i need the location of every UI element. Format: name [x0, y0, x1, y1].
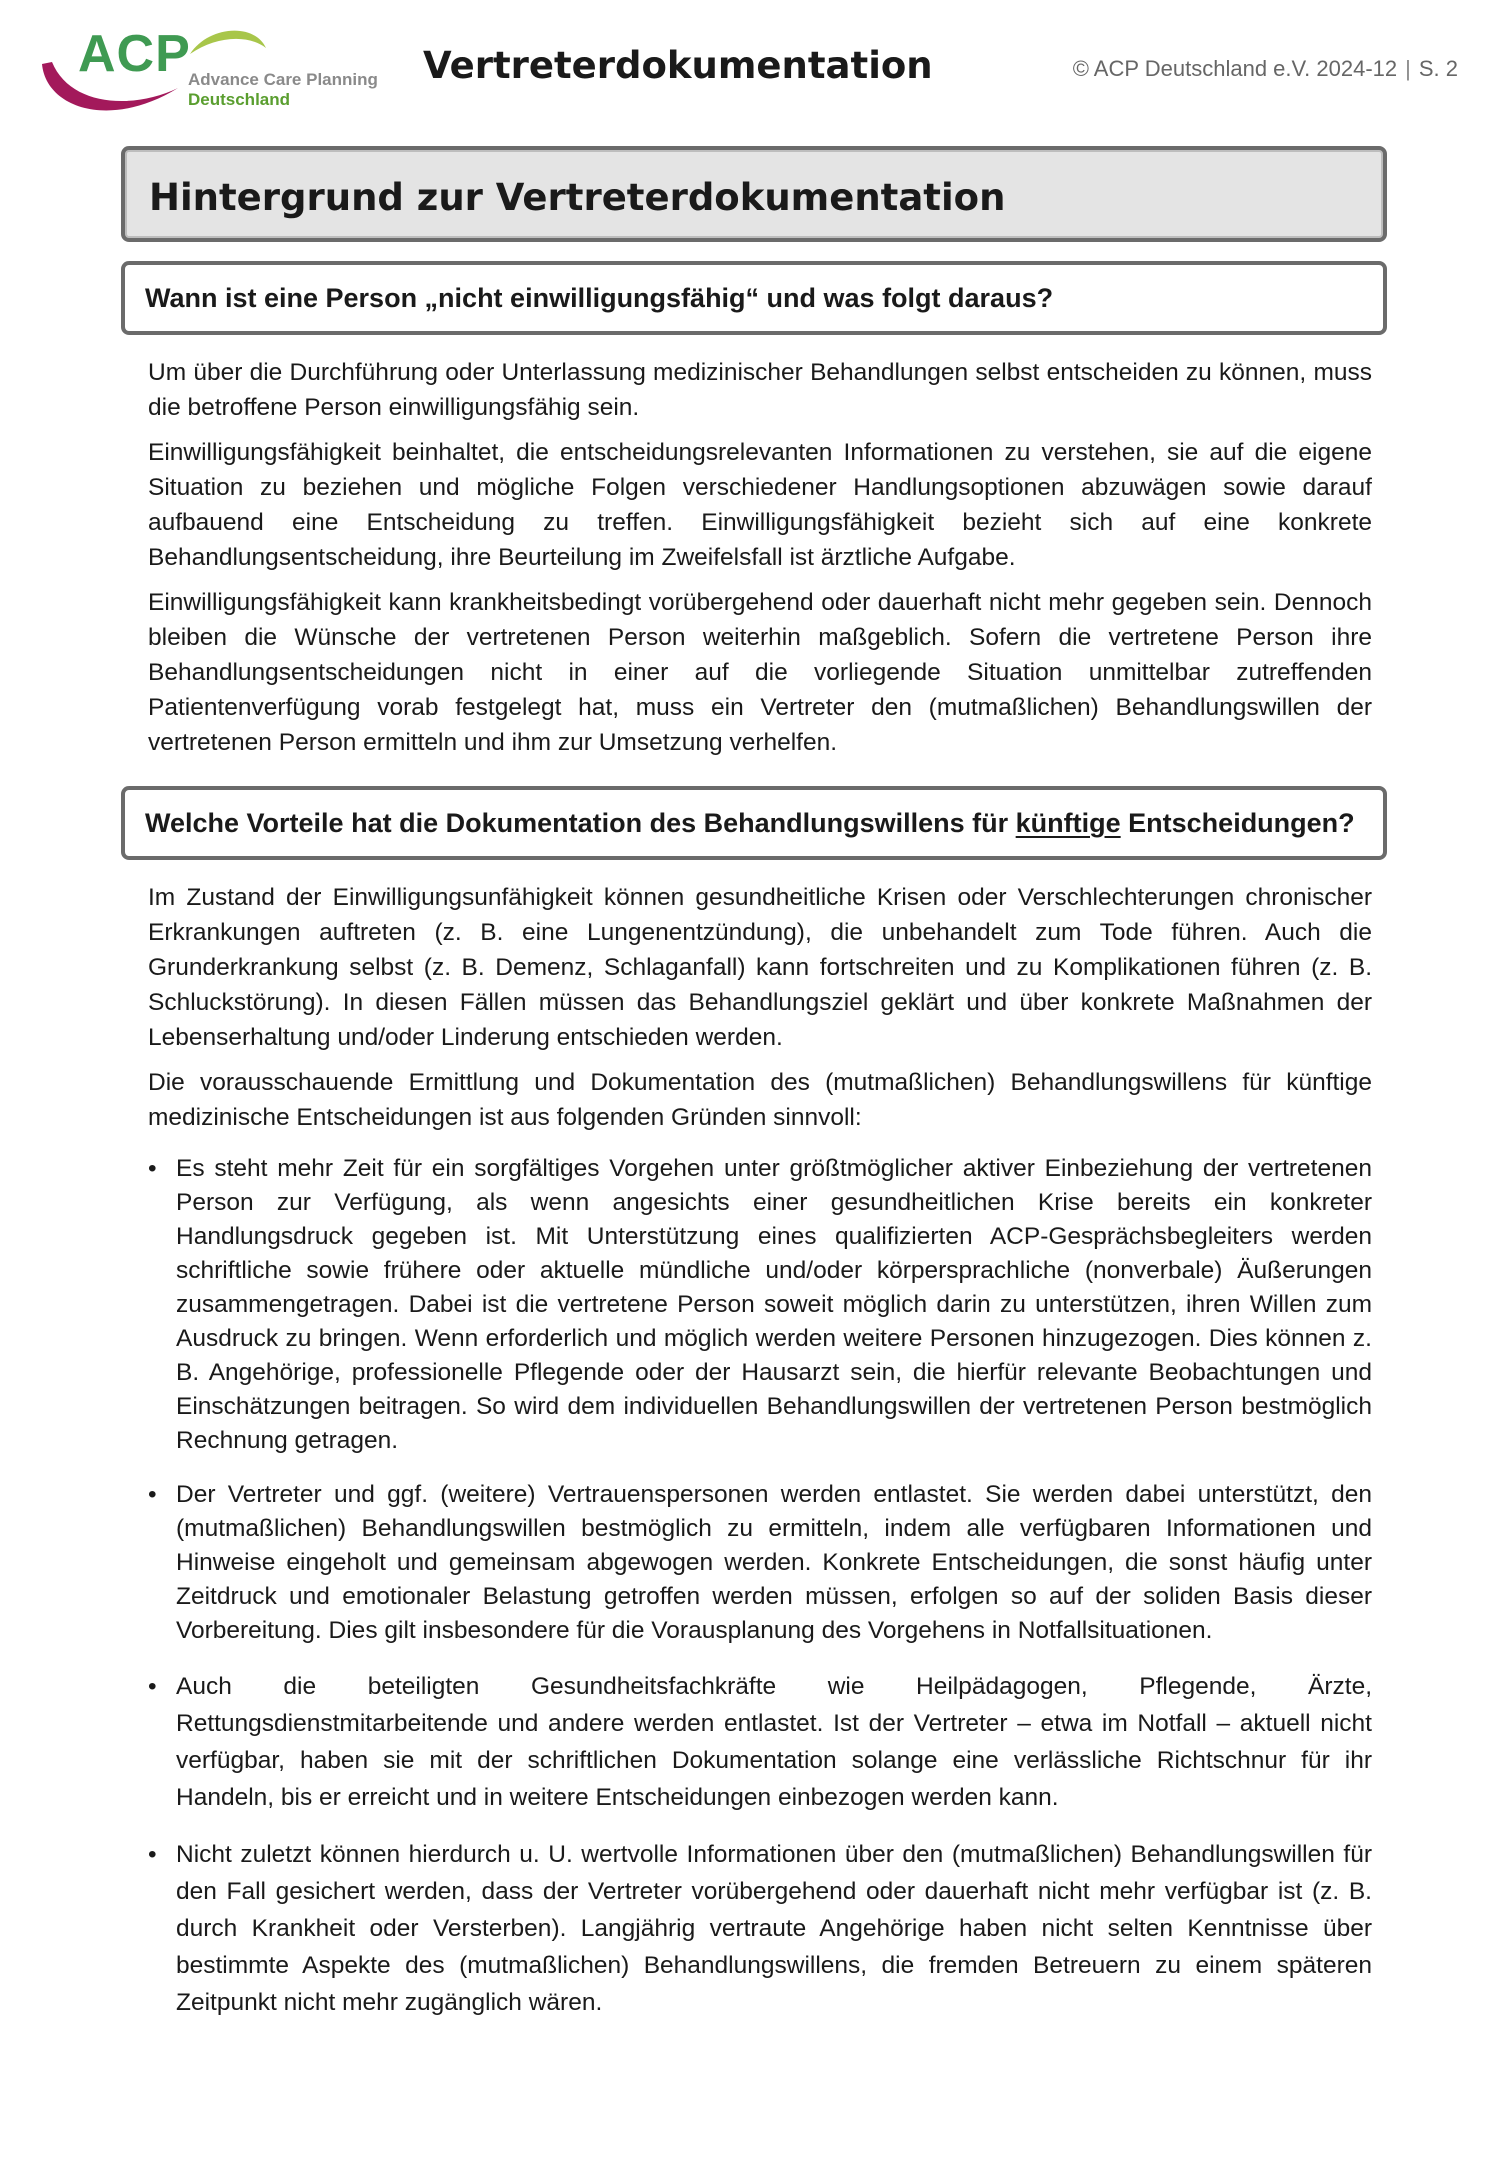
question-2-heading — [145, 808, 1355, 839]
list-item-text: Nicht zuletzt können hierdurch u. U. wertvolle Informationen über den (mutmaßlichen) Behandlungswillen für den Fall gesichert werden, dass der Vertreter vorübergehend oder dauerhaft nicht mehr verfügbar ist (z. B. durch Krankheit oder Versterben). Langjährig vertraute Angehörige haben nicht selten Kenntnisse über bestimmte Aspekte des (mutmaßlichen) Behandlungswillens, die fremden Betreuern zu einem späteren Zeitpunkt nicht mehr zugänglich wären. — [176, 1841, 1372, 2016]
list-item — [148, 1152, 1372, 1458]
section-title: Hintergrund zur Vertreterdokumentation — [149, 176, 1006, 219]
list-item — [148, 1836, 1372, 2021]
paragraph: Einwilligungsfähigkeit beinhaltet, die entscheidungsrelevanten Informationen zu verstehen, sie auf die eigene Situation zu beziehen und mögliche Folgen verschiedener Handlungsoptionen abzuwägen sowie darauf aufbauend eine Entscheidung zu treffen. Einwilligungsfähigkeit bezieht sich auf eine konkrete Behandlungsentscheidung, ihre Beurteilung im Zweifelsfall ist ärztliche Aufgabe. — [148, 439, 1372, 571]
heading-text: Welche Vorteile hat die Dokumentation des Behandlungswillens für — [145, 808, 1016, 838]
bullet-icon: • — [148, 1673, 157, 1700]
list-item-text: Der Vertreter und ggf. (weitere) Vertrauenspersonen werden entlastet. Sie werden dabei unterstützt, den (mutmaßlichen) Behandlungswillen bestmöglich zu ermitteln, indem alle verfügbaren Informationen und Hinweise eingeholt und gemeinsam abgewogen werden. Konkrete Entscheidungen, die sonst häufig unter Zeitdruck und emotionaler Belastung getroffen werden müssen, erfolgen so auf der soliden Basis dieser Vorbereitung. Dies gilt insbesondere für die Vorausplanung des Vorgehens in Notfallsituationen. — [176, 1481, 1372, 1644]
acp-logo — [40, 18, 380, 128]
list-item-text: Auch die beteiligten Gesundheitsfachkräfte wie Heilpädagogen, Pflegende, Ärzte, Rettungsdienstmitarbeitende und andere werden entlastet. Ist der Vertreter – etwa im Notfall – aktuell nicht verfügbar, haben sie mit der schriftlichen Dokumentation solange eine verlässliche Richtschnur für ihr Handeln, bis er erreicht und in weitere Entscheidungen einbezogen werden kann. — [176, 1673, 1372, 1811]
bullet-icon: • — [148, 1155, 157, 1182]
heading-underlined: künftige — [1015, 808, 1121, 838]
paragraph: Um über die Durchführung oder Unterlassung medizinischer Behandlungen selbst entscheiden zu können, muss die betroffene Person einwilligungsfähig sein. — [148, 359, 1372, 421]
heading-text: Entscheidungen? — [1120, 808, 1355, 838]
section-title-box — [121, 146, 1387, 242]
list-item — [148, 1478, 1372, 1648]
question-2-box — [121, 786, 1387, 860]
document-title: Vertreterdokumentation — [423, 44, 933, 87]
question-1-heading: Wann ist eine Person „nicht einwilligungsfähig“ und was folgt daraus? — [145, 283, 1054, 313]
page-header — [0, 0, 1500, 135]
question-1-body — [148, 355, 1372, 770]
logo-tagline: Advance Care Planning — [188, 70, 378, 89]
paragraph: Im Zustand der Einwilligungsunfähigkeit können gesundheitliche Krisen oder Verschlechterungen chronischer Erkrankungen auftreten (z. B. eine Lungenentzündung), die unbehandelt zum Tode führen. Auch die Grunderkrankung selbst (z. B. Demenz, Schlaganfall) kann fortschreiten und zu Komplikationen führen (z. B. Schluckstörung). In diesen Fällen müssen das Behandlungsziel geklärt und über konkrete Maßnahmen der Lebenserhaltung und/oder Linderung entschieden werden. — [148, 884, 1372, 1051]
page-number: S. 2 — [1418, 56, 1458, 81]
bullet-list — [148, 1152, 1372, 2041]
document-meta — [1073, 56, 1458, 82]
bullet-icon: • — [148, 1841, 157, 1868]
logo-acp-text: ACP — [78, 25, 191, 83]
paragraph: Einwilligungsfähigkeit kann krankheitsbedingt vorübergehend oder dauerhaft nicht mehr gegeben sein. Dennoch bleiben die Wünsche der vertretenen Person weiterhin maßgeblich. Sofern die vertretene Person ihre Behandlungsentscheidungen nicht in einer auf die vorliegende Situation unmittelbar zutreffenden Patientenverfügung vorab festgelegt hat, muss ein Vertreter den (mutmaßlichen) Behandlungswillen der vertretenen Person ermitteln und ihm zur Umsetzung verhelfen. — [148, 589, 1372, 756]
list-item-text: Es steht mehr Zeit für ein sorgfältiges Vorgehen unter größtmöglicher aktiver Einbeziehung der vertretenen Person zur Verfügung, als wenn angesichts einer gesundheitlichen Krise bereits ein konkreter Handlungsdruck gegeben ist. Mit Unterstützung eines qualifizierten ACP-Gesprächsbegleiters werden schriftliche sowie frühere oder aktuelle mündliche und/oder körpersprachliche (nonverbale) Äußerungen zusammengetragen. Dabei ist die vertretene Person soweit möglich darin zu unterstützen, ihren Willen zum Ausdruck zu bringen. Wenn erforderlich und möglich werden weitere Personen hinzugezogen. Dies können z. B. Angehörige, professionelle Pflegende oder der Hausarzt sein, die hierfür relevante Beobachtungen und Einschätzungen beitragen. So wird dem individuellen Behandlungswillen der vertretenen Person bestmöglich Rechnung getragen. — [176, 1155, 1372, 1454]
question-2-body — [148, 880, 1372, 1145]
meta-separator: | — [1405, 56, 1411, 81]
list-item — [148, 1668, 1372, 1816]
copyright-text: © ACP Deutschland e.V. 2024-12 — [1072, 56, 1398, 81]
paragraph: Die vorausschauende Ermittlung und Dokumentation des (mutmaßlichen) Behandlungswillens für künftige medizinische Entscheidungen ist aus folgenden Gründen sinnvoll: — [148, 1069, 1372, 1131]
question-1-box — [121, 261, 1387, 335]
logo-country: Deutschland — [188, 90, 291, 109]
bullet-icon: • — [148, 1481, 157, 1508]
